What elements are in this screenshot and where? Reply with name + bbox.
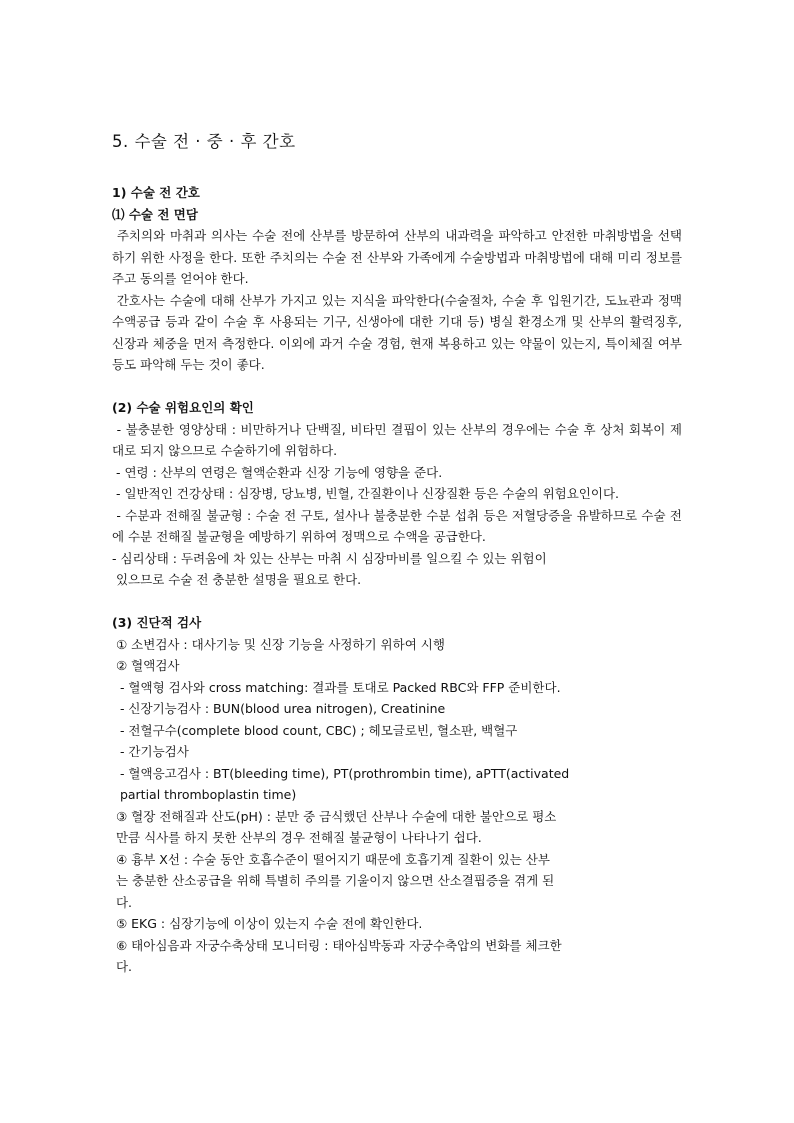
list-item: - 심리상태 : 두려움에 차 있는 산부는 마취 시 심장마비를 일으킬 수 있는 위험이 있으므로 수술 전 충분한 설명을 필요로 한다. xyxy=(112,550,547,587)
paragraph: 간호사는 수술에 대해 산부가 가지고 있는 지식을 파악한다(수술절차, 수술 후 입원기간, 도뇨관과 정맥수액공급 등과 같이 수술 후 사용되는 기구, 신생아에 대한 기대 등) 병실 환경소개 및 산부의 활력징후, 신장과 체중을 먼저 측정한다. 이외에 과거 수술 경험, 현재 복용하고 있는 약물이 있는지, 특이체질 여부 등도 파악해 두는 것이 좋다. xyxy=(112,292,686,372)
paragraph: 주치의와 마취과 의사는 수술 전에 산부를 방문하여 산부의 내과력을 파악하고 안전한 마취방법을 선택하기 위한 사정을 한다. 또한 주치의는 수술 전 산부와 가족에게 수술방법과 마취방법에 대해 미리 정보를 주고 동의를 얻어야 한다. xyxy=(112,228,686,286)
list-item: - 전혈구수(complete blood count, CBC) ; 헤모글로빈, 혈소판, 백혈구 xyxy=(112,722,518,738)
list-item: ⑤ EKG : 심장기능에 이상이 있는지 수술 전에 확인한다. xyxy=(112,916,423,931)
list-item: - 혈액응고검사 : BT(bleeding time), PT(prothrombin time), aPTT(activated partial thromboplastin time) xyxy=(119,765,570,802)
list-item: - 연령 : 산부의 연령은 혈액순환과 신장 기능에 영향을 준다. xyxy=(112,464,443,480)
section-heading: 1) 수술 전 간호 xyxy=(112,185,200,200)
list-item: - 일반적인 건강상태 : 심장병, 당뇨병, 빈혈, 간질환이나 신장질환 등은 수술의 위험요인이다. xyxy=(112,486,620,501)
list-item: - 혈액형 검사와 cross matching: 결과를 토대로 Packed RBC와 FFP 준비한다. xyxy=(112,679,561,695)
list-item: ① 소변검사 : 대사기능 및 신장 기능을 사정하기 위하여 시행 xyxy=(112,636,445,652)
list-item: - 간기능검사 xyxy=(112,744,189,759)
list-item: - 수분과 전해질 불균형 : 수술 전 구토, 설사나 불충분한 수분 섭취 등은 저혈당증을 유발하므로 수술 전에 수분 전해질 불균형을 예방하기 위하여 정맥으로 수액을 공급한다. xyxy=(112,507,682,544)
document-page xyxy=(112,128,686,978)
subsection-heading-interview: ⑴ 수술 전 면담 xyxy=(112,206,198,222)
subsection-heading-tests: (3) 진단적 검사 xyxy=(112,615,202,630)
list-item: - 신장기능검사 : BUN(blood urea nitrogen), Creatinine xyxy=(112,701,446,716)
list-item: - 불충분한 영양상태 : 비만하거나 단백질, 비타민 결핍이 있는 산부의 경우에는 수술 후 상처 회복이 제대로 되지 않으므로 수술하기에 위험하다. xyxy=(112,421,682,458)
list-item: ④ 흉부 X선 : 수술 동안 호흡수준이 떨어지기 때문에 호흡기계 질환이 있는 산부 는 충분한 산소공급을 위해 특별히 주의를 기울이지 않으면 산소결핍증을 겪게 된 다. xyxy=(115,851,555,910)
list-item: ③ 혈장 전해질과 산도(pH) : 분만 중 금식했던 산부나 수술에 대한 불안으로 평소 만큼 식사를 하지 못한 산부의 경우 전해질 불균형이 나타나기 쉽다. xyxy=(115,808,557,845)
subsection-heading-risk: (2) 수술 위험요인의 확인 xyxy=(112,400,254,415)
list-item: ⑥ 태아심음과 자궁수축상태 모니터링 : 태아심박동과 자궁수축압의 변화를 체크한 다. xyxy=(115,937,562,974)
list-item: ② 혈액검사 xyxy=(112,658,180,673)
page-title: 5. 수술 전 · 중 · 후 간호 xyxy=(112,132,296,151)
